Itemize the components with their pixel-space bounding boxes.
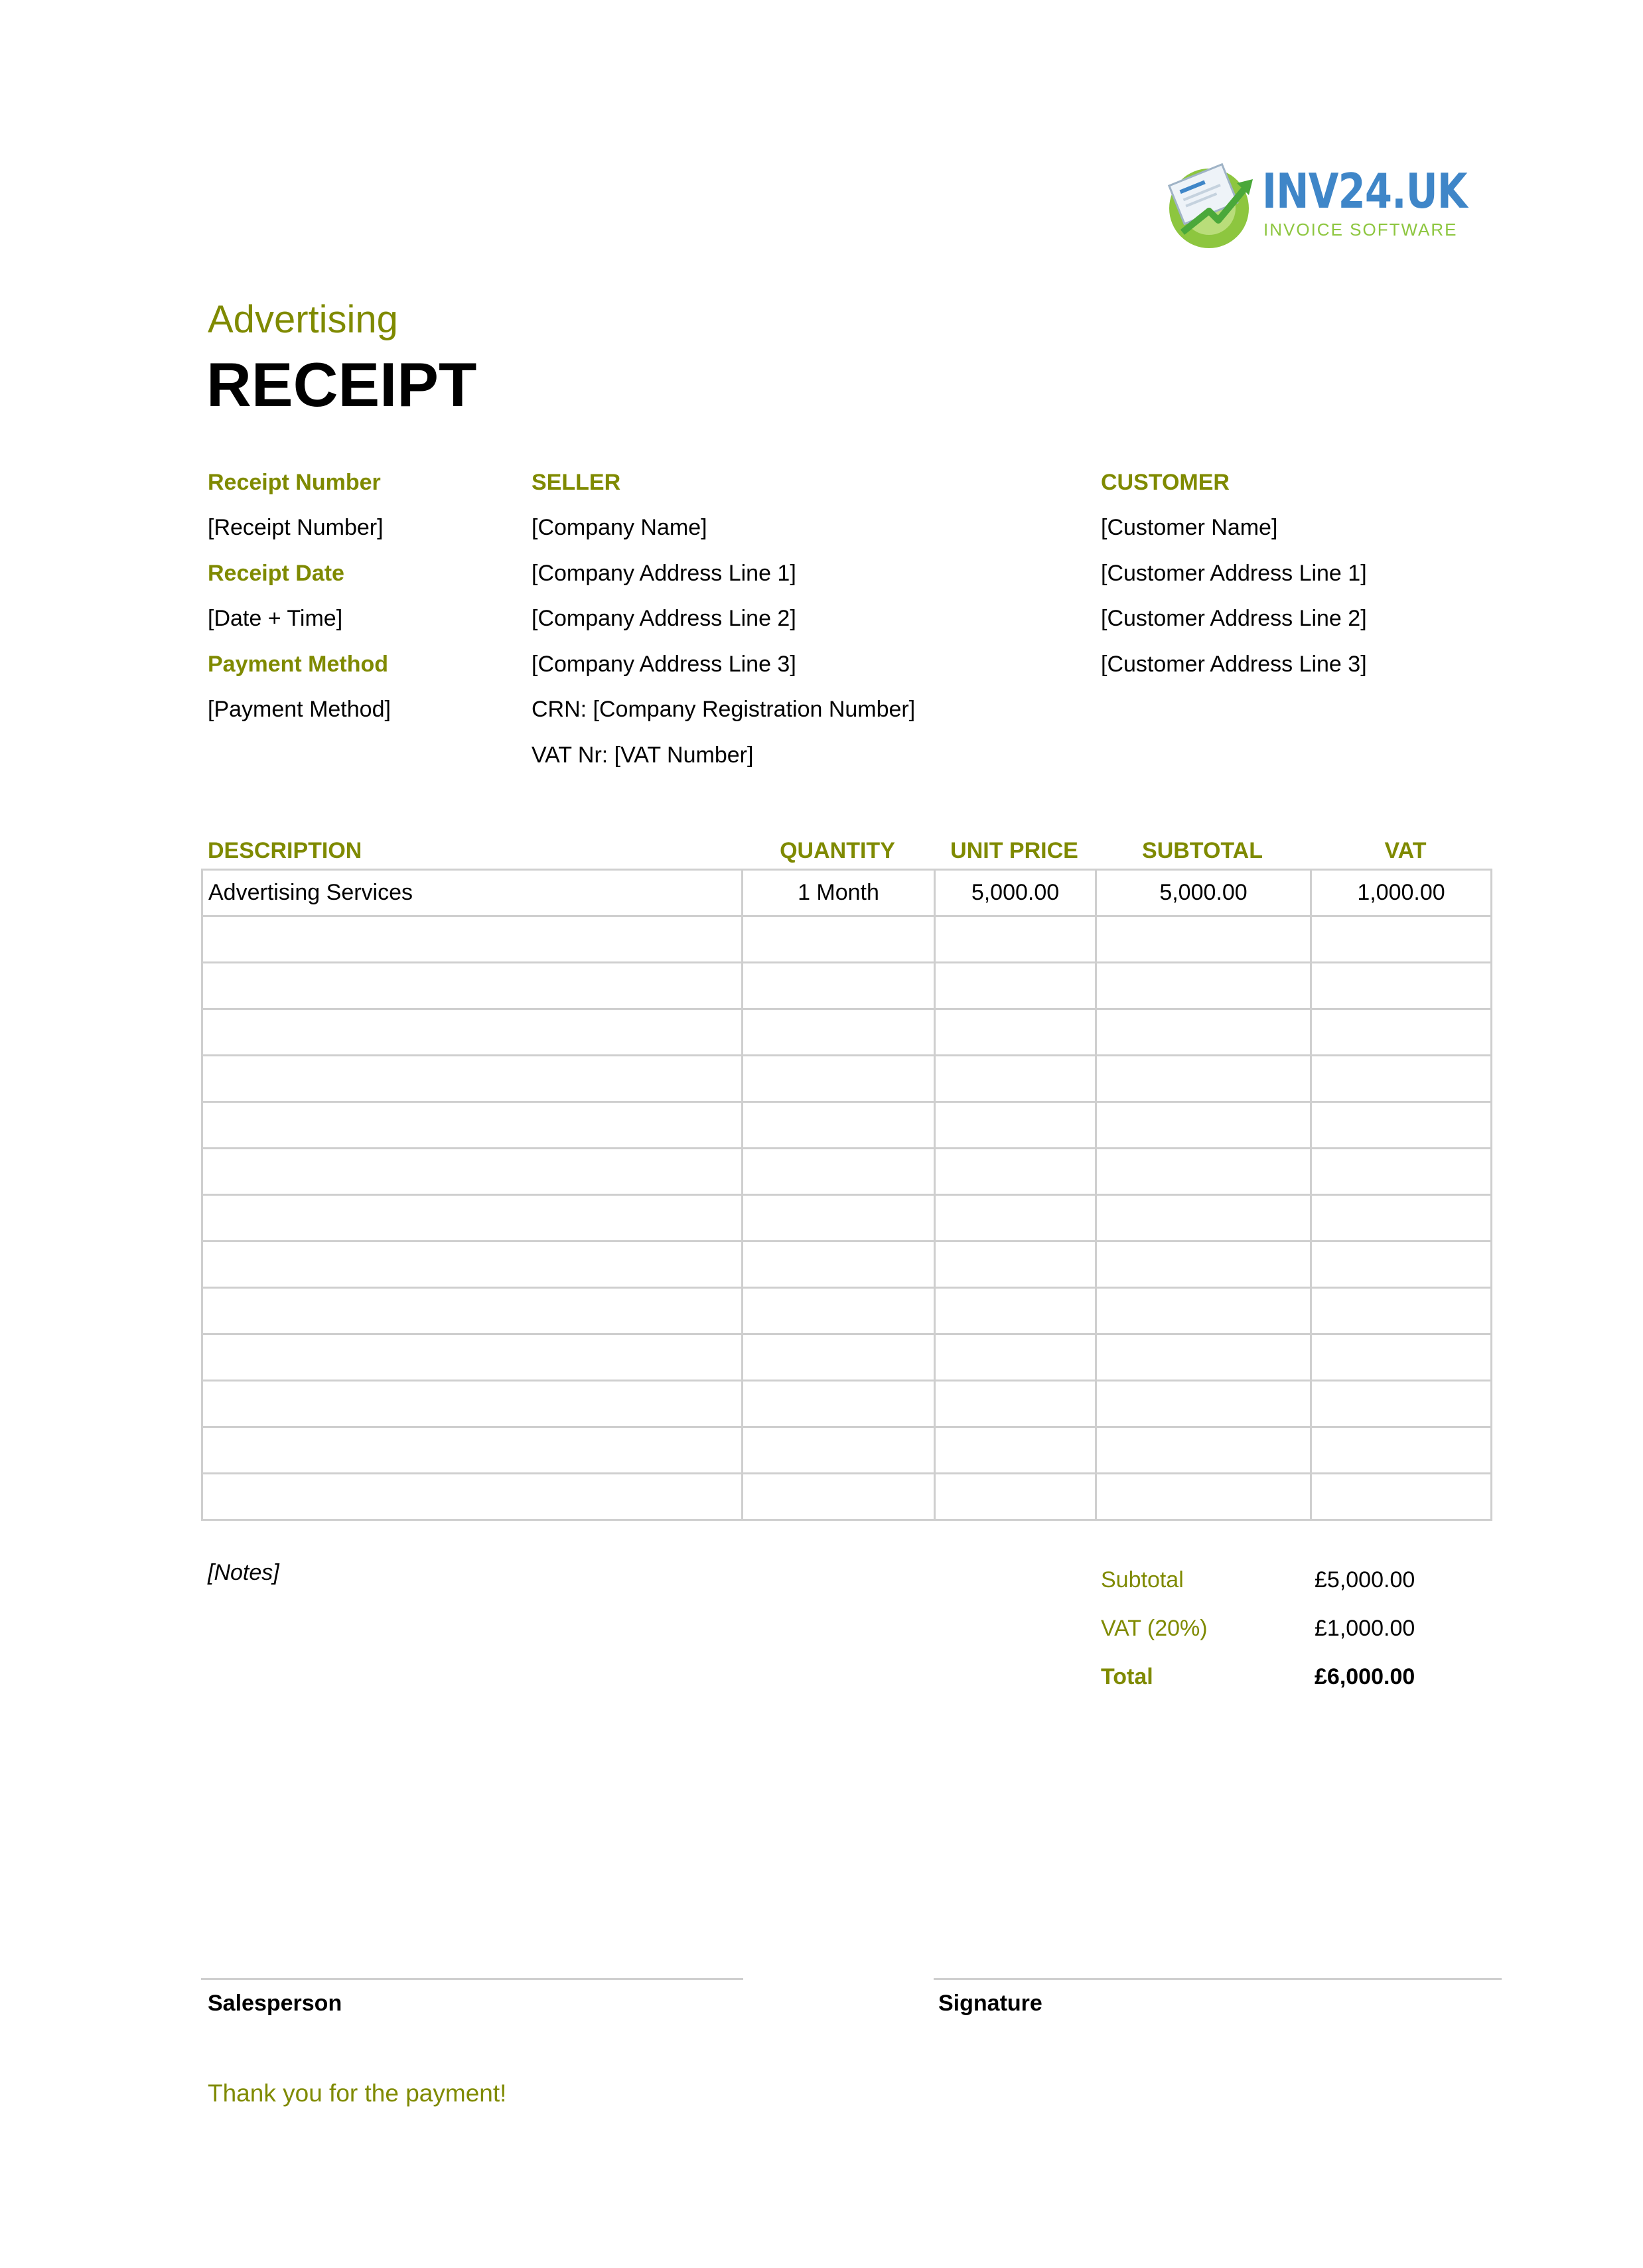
table-cell [935,1334,1096,1381]
items-table [201,869,1492,1521]
logo-wordmark: INV24.UK [1262,163,1467,219]
table-row [202,1102,1492,1149]
table-cell [935,1102,1096,1149]
table-row [202,963,1492,1009]
seller-line: [Company Address Line 2] [532,606,796,631]
thank-you-message: Thank you for the payment! [208,2080,507,2107]
table-cell [743,1381,935,1427]
table-cell [1311,1334,1492,1381]
table-cell [743,963,935,1009]
table-cell: 1,000.00 [1311,870,1492,916]
table-cell: Advertising Services [202,870,743,916]
table-cell [202,1195,743,1241]
company-logo [1163,154,1468,253]
table-cell [1311,1149,1492,1195]
table-cell [1096,1009,1311,1056]
logo-tagline: INVOICE SOFTWARE [1263,220,1458,240]
table-cell: 1 Month [743,870,935,916]
table-cell [1096,1427,1311,1474]
seller-label: SELLER [532,470,621,495]
table-cell [935,1056,1096,1102]
table-row [202,1288,1492,1334]
table-cell [1096,1241,1311,1288]
table-cell [1096,963,1311,1009]
table-cell [1096,1102,1311,1149]
table-cell: 5,000.00 [1096,870,1311,916]
table-cell [202,963,743,1009]
column-header-unit-price: UNIT PRICE [950,838,1078,863]
customer-line: [Customer Address Line 1] [1101,561,1367,586]
totals-subtotal-label: Subtotal [1101,1567,1184,1593]
table-cell [202,1288,743,1334]
notes: [Notes] [208,1560,279,1585]
seller-line: CRN: [Company Registration Number] [532,697,916,722]
table-cell [743,1195,935,1241]
seller-line: [Company Address Line 3] [532,652,796,677]
table-cell [935,1009,1096,1056]
payment-method-label: Payment Method [208,652,389,677]
table-cell [202,1009,743,1056]
table-cell [1096,1288,1311,1334]
column-header-description: DESCRIPTION [208,838,362,863]
table-cell [1311,1474,1492,1520]
receipt-date-value: [Date + Time] [208,606,343,631]
table-cell [202,1149,743,1195]
table-cell [935,1427,1096,1474]
table-cell [1096,916,1311,963]
table-row [202,1474,1492,1520]
table-row [202,1056,1492,1102]
receipt-number-label: Receipt Number [208,470,381,495]
document-subtitle: Advertising [208,298,398,341]
table-cell [743,916,935,963]
table-cell [1311,1195,1492,1241]
table-cell [743,1149,935,1195]
table-cell: 5,000.00 [935,870,1096,916]
totals-total-label: Total [1101,1664,1153,1689]
table-cell [743,1102,935,1149]
table-row [202,1381,1492,1427]
table-cell [202,1381,743,1427]
table-cell [935,1381,1096,1427]
table-cell [1311,1056,1492,1102]
table-row [202,870,1492,916]
customer-line: [Customer Address Line 2] [1101,606,1367,631]
totals-vat-value: £1,000.00 [1315,1616,1415,1641]
table-cell [202,916,743,963]
table-cell [935,963,1096,1009]
totals-subtotal-value: £5,000.00 [1315,1567,1415,1593]
table-cell [743,1427,935,1474]
receipt-date-label: Receipt Date [208,561,344,586]
salesperson-label: Salesperson [208,1991,342,2016]
logo-mark-icon [1163,154,1259,250]
table-row [202,1195,1492,1241]
table-cell [935,916,1096,963]
table-cell [743,1474,935,1520]
table-cell [743,1288,935,1334]
table-cell [1096,1334,1311,1381]
table-cell [1311,1427,1492,1474]
totals-total-value: £6,000.00 [1315,1664,1415,1689]
items-table-body [202,870,1492,1520]
table-cell [202,1334,743,1381]
table-row [202,1427,1492,1474]
table-cell [1311,916,1492,963]
document-title: RECEIPT [206,350,477,419]
receipt-number-value: [Receipt Number] [208,515,384,540]
table-cell [743,1056,935,1102]
table-cell [1311,1288,1492,1334]
table-cell [1311,1009,1492,1056]
table-cell [202,1427,743,1474]
column-header-vat: VAT [1384,838,1427,863]
table-row [202,1149,1492,1195]
table-cell [202,1056,743,1102]
signature-label: Signature [938,1991,1042,2016]
seller-line: VAT Nr: [VAT Number] [532,743,754,768]
seller-line: [Company Address Line 1] [532,561,796,586]
table-cell [743,1009,935,1056]
column-header-quantity: QUANTITY [780,838,895,863]
table-cell [743,1241,935,1288]
table-cell [202,1102,743,1149]
table-cell [1311,963,1492,1009]
table-row [202,1241,1492,1288]
table-cell [935,1241,1096,1288]
table-cell [743,1334,935,1381]
column-header-subtotal: SUBTOTAL [1142,838,1263,863]
table-cell [1096,1056,1311,1102]
table-cell [1096,1149,1311,1195]
table-cell [1096,1474,1311,1520]
table-cell [1311,1381,1492,1427]
customer-line: [Customer Name] [1101,515,1278,540]
customer-line: [Customer Address Line 3] [1101,652,1367,677]
table-cell [202,1474,743,1520]
customer-label: CUSTOMER [1101,470,1230,495]
table-cell [202,1241,743,1288]
table-row [202,1334,1492,1381]
table-cell [935,1288,1096,1334]
table-cell [1311,1241,1492,1288]
table-row [202,916,1492,963]
table-cell [935,1195,1096,1241]
table-cell [935,1474,1096,1520]
totals-vat-label: VAT (20%) [1101,1616,1208,1641]
seller-line: [Company Name] [532,515,707,540]
table-row [202,1009,1492,1056]
signature-line [934,1978,1502,1980]
table-cell [935,1149,1096,1195]
table-cell [1096,1381,1311,1427]
table-cell [1096,1195,1311,1241]
table-cell [1311,1102,1492,1149]
payment-method-value: [Payment Method] [208,697,391,722]
salesperson-line [201,1978,743,1980]
